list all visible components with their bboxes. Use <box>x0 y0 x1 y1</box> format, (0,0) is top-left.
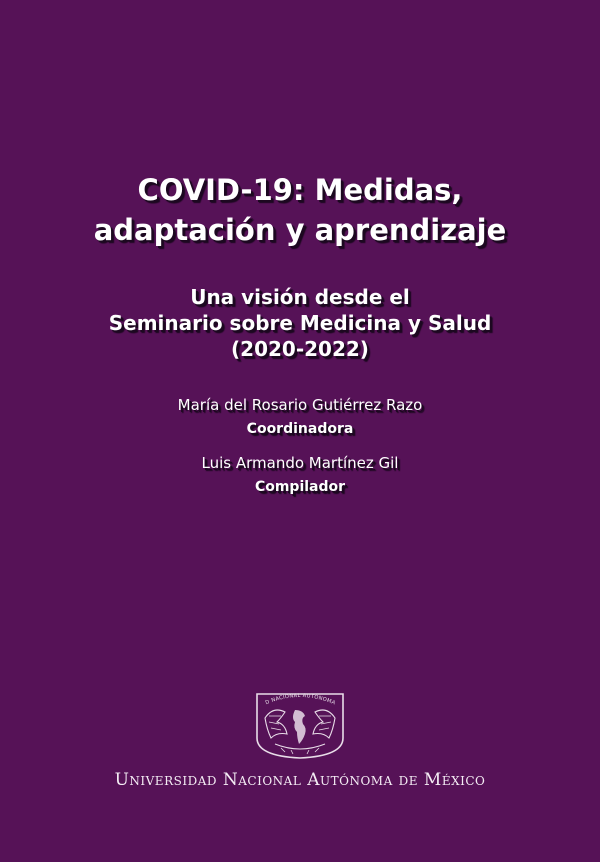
subtitle-line-1: Una visión desde el <box>190 285 410 309</box>
svg-text:UNIVERSIDAD NACIONAL AUTÓNOMA: D NACIONAL AUTÓNOMA <box>264 692 337 707</box>
unam-seal-icon <box>251 688 349 760</box>
title-line-2: adaptación y aprendizaje <box>93 213 507 247</box>
book-subtitle <box>0 284 600 362</box>
university-name: Universidad Nacional Autónoma de México <box>114 770 486 790</box>
coordinator-role: Coordinadora <box>246 421 354 437</box>
title-line-1: COVID-19: Medidas, <box>137 173 463 207</box>
coordinator-name: María del Rosario Gutiérrez Razo <box>177 396 423 414</box>
book-title <box>0 170 600 250</box>
subtitle-line-3: (2020-2022) <box>231 337 369 361</box>
subtitle-line-2: Seminario sobre Medicina y Salud <box>108 311 492 335</box>
compiler-name: Luis Armando Martínez Gil <box>201 454 399 472</box>
compiler-role: Compilador <box>254 479 346 495</box>
